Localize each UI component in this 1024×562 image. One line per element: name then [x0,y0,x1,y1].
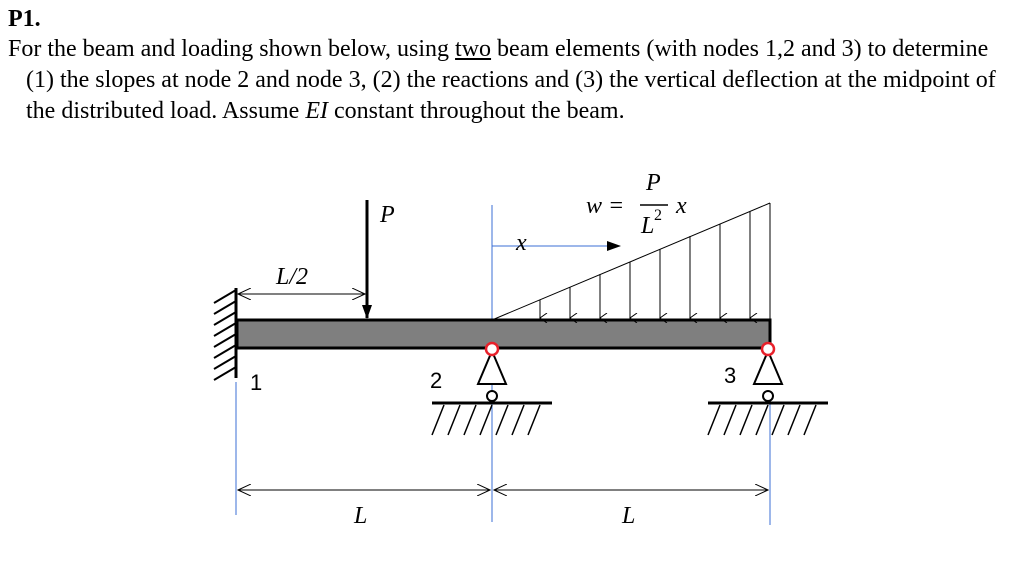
hinge-node-3 [762,343,774,355]
text-after: constant throughout the beam. [327,98,625,124]
w-lhs: w = [586,193,625,219]
text-middle: beam elements (with nodes 1,2 and 3) to determine (1) the slopes at node 2 and node 3, (2) the reactions and (3) the vertical deflection at the midpoint of the distributed load. Assume [26,36,996,124]
hinge-node-2 [486,343,498,355]
node-label-2: 2 [430,368,443,393]
w-denominator-exponent: 2 [654,207,662,224]
w-denominator: L [641,213,655,239]
fixed-support [214,288,236,380]
half-span-label: L/2 [276,264,309,290]
w-numerator: P [646,170,661,196]
distributed-load [492,203,770,320]
load-label-P: P [380,202,395,228]
roller-support-node-3 [708,343,828,435]
text-underlined: two [455,36,492,62]
x-label: x [516,230,527,256]
load-formula [586,170,687,239]
span-label-2: L [622,503,636,529]
span-label-1: L [354,503,368,529]
node-label-3: 3 [724,363,737,388]
w-variable: x [676,193,687,219]
node-label-1: 1 [250,370,263,395]
problem-number: P1. [8,6,41,32]
beam [237,320,770,348]
text-before: For the beam and loading shown below, using [8,36,456,62]
text-italic: EI [305,98,328,124]
